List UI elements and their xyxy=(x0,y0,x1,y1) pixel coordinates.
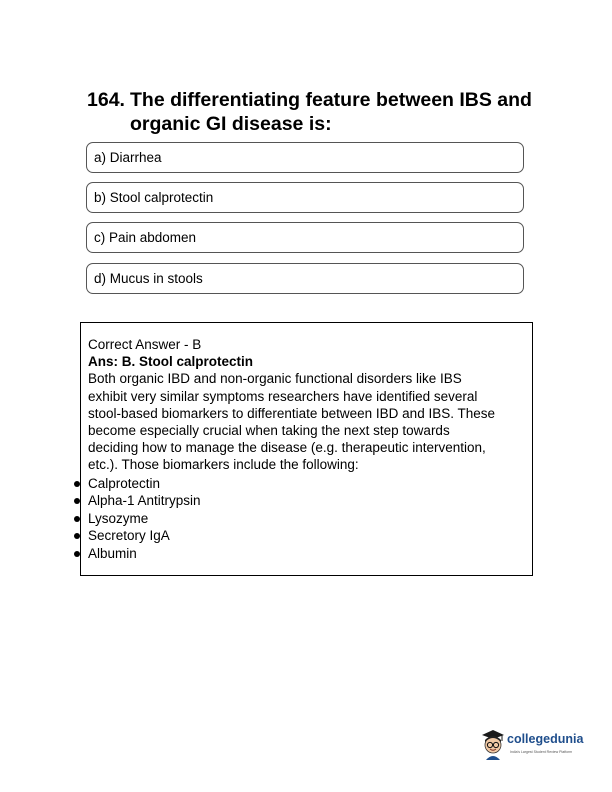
answer-content xyxy=(88,336,528,474)
explanation-line: stool-based biomarkers to differentiate between IBD and IBS. These xyxy=(88,405,495,421)
explanation-line: Both organic IBD and non-organic functional disorders like IBS xyxy=(88,371,462,387)
option-b[interactable]: b) Stool calprotectin xyxy=(86,182,524,213)
question-number: 164. xyxy=(87,89,125,111)
answer-heading: Ans: B. Stool calprotectin xyxy=(88,354,254,370)
logo-wordmark: collegedunia xyxy=(507,732,584,746)
biomarker-label: Secretory IgA xyxy=(88,528,170,544)
bullet-icon xyxy=(74,481,80,487)
biomarker-label: Alpha-1 Antitrypsin xyxy=(88,493,201,509)
biomarker-label: Lysozyme xyxy=(88,510,149,526)
question-text: The differentiating feature between IBS and organic GI disease is: xyxy=(130,89,532,135)
collegedunia-logo[interactable] xyxy=(480,728,584,762)
explanation-line: deciding how to manage the disease (e.g. therapeutic intervention, xyxy=(88,440,486,456)
explanation-line: exhibit very similar symptoms researchers have identified several xyxy=(88,388,478,404)
option-d[interactable]: d) Mucus in stools xyxy=(86,263,524,294)
correct-answer-label: Correct Answer - B xyxy=(88,337,202,352)
logo-tagline: India's Largest Student Review Platform xyxy=(510,750,573,754)
bullet-icon xyxy=(74,516,80,522)
biomarker-label: Albumin xyxy=(88,545,137,561)
biomarker-label: Calprotectin xyxy=(88,476,161,491)
bullet-icon xyxy=(74,551,80,557)
student-mascot-icon xyxy=(480,728,506,760)
explanation-line: become especially crucial when taking the next step towards xyxy=(88,423,450,439)
explanation-line: etc.). Those biomarkers include the following: xyxy=(88,457,359,473)
option-a[interactable]: a) Diarrhea xyxy=(86,142,524,173)
option-c[interactable]: c) Pain abdomen xyxy=(86,222,524,253)
